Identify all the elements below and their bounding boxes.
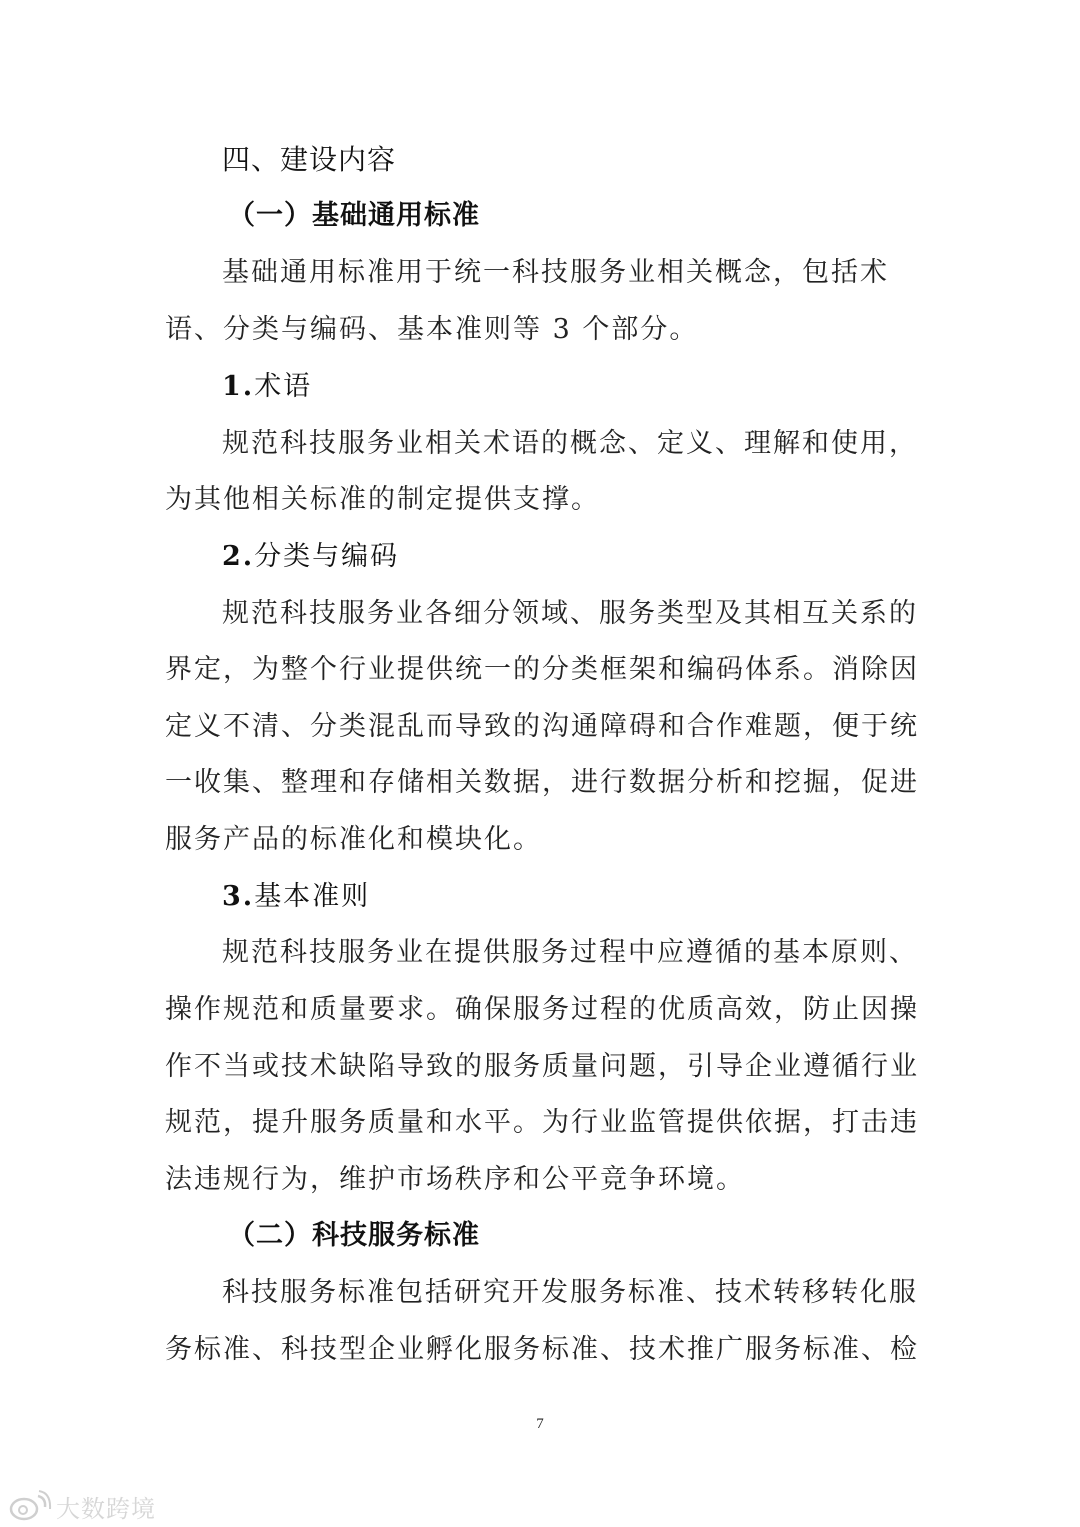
item-heading-3 [222,880,982,914]
item-number: 1. [222,371,255,402]
section-heading: 四、建设内容 [222,143,397,176]
watermark [8,1488,156,1524]
item-heading-2 [222,540,982,574]
paragraph-line: 定义不清、分类混乱而导致的沟通障碍和合作难题，便于统 [165,711,919,742]
paragraph-line: 界定，为整个行业提供统一的分类框架和编码体系。消除因 [165,654,919,685]
weibo-logo-icon [8,1490,52,1522]
item-number: 3. [222,881,255,912]
subsection-heading-2: （二）科技服务标准 [228,1220,480,1251]
paragraph-line: 语、分类与编码、基本准则等 3 个部分。 [165,314,699,345]
item-title: 分类与编码 [254,541,400,572]
paragraph-line: 作不当或技术缺陷导致的服务质量问题，引导企业遵循行业 [165,1051,919,1082]
item-heading-1 [222,370,982,404]
paragraph-line: 基础通用标准用于统一科技服务业相关概念，包括术 [222,257,889,288]
paragraph-line: 规范，提升服务质量和水平。为行业监管提供依据，打击违 [165,1107,919,1138]
item-title: 术语 [254,371,313,402]
item-number: 2. [222,541,255,572]
paragraph-line: 规范科技服务业在提供服务过程中应遵循的基本原则、 [222,937,918,968]
watermark-text: 大数跨境 [56,1494,156,1523]
subsection-heading-1: （一）基础通用标准 [228,200,480,231]
page-number: 7 [536,1416,544,1432]
paragraph-line: 务标准、科技型企业孵化服务标准、技术推广服务标准、检 [165,1334,919,1365]
paragraph-line: 为其他相关标准的制定提供支撑。 [165,484,600,515]
item-title: 基本准则 [254,881,371,912]
paragraph-line: 规范科技服务业相关术语的概念、定义、理解和使用， [222,428,918,459]
paragraph-line: 规范科技服务业各细分领域、服务类型及其相互关系的 [222,598,918,629]
paragraph-line: 服务产品的标准化和模块化。 [165,824,542,855]
paragraph-line: 操作规范和质量要求。确保服务过程的优质高效，防止因操 [165,994,919,1025]
paragraph-line: 法违规行为，维护市场秩序和公平竞争环境。 [165,1164,745,1195]
paragraph-line: 一收集、整理和存储相关数据，进行数据分析和挖掘，促进 [165,767,919,798]
paragraph-line: 科技服务标准包括研究开发服务标准、技术转移转化服 [222,1277,918,1308]
